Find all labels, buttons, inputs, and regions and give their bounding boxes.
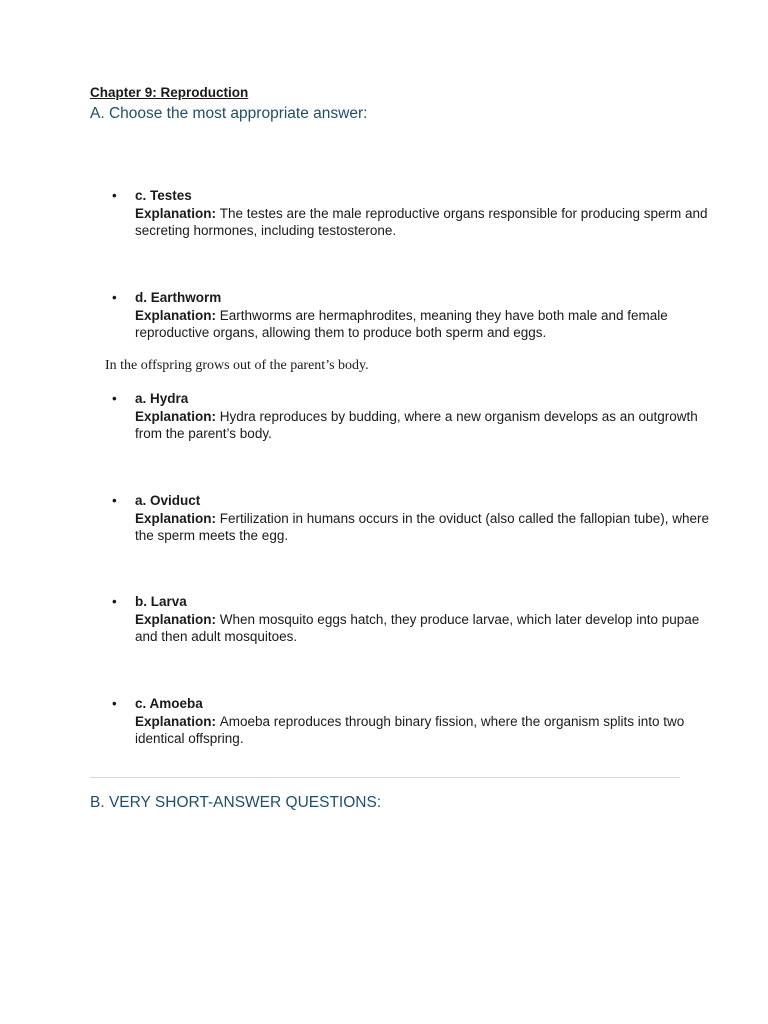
bullet-icon: • <box>112 594 117 609</box>
answer-item-2 <box>90 289 725 342</box>
explanation-label: Explanation: <box>135 510 220 526</box>
answer-label: b. Larva <box>135 594 187 609</box>
answer-item-6 <box>90 695 725 748</box>
explanation-label: Explanation: <box>135 408 220 424</box>
explanation-label: Explanation: <box>135 611 220 627</box>
answer-label: a. Hydra <box>135 391 189 406</box>
explanation-text: Amoeba reproduces through binary fission, where the organism splits into two identical offspring. <box>135 713 685 746</box>
bullet-icon: • <box>112 391 117 406</box>
answer-item-1 <box>90 187 725 240</box>
explanation-text: When mosquito eggs hatch, they produce larvae, which later develop into pupae and then adult mosquitoes. <box>135 611 700 644</box>
answer-item-5 <box>90 593 725 646</box>
question-fragment-item <box>90 357 680 375</box>
bullet-icon: • <box>112 290 117 305</box>
explanation-text: Hydra reproduces by budding, where a new organism develops as an outgrowth from the parent’s body. <box>135 408 698 441</box>
answer-item-4 <box>90 492 725 545</box>
explanation-label: Explanation: <box>135 713 220 729</box>
chapter-title: Chapter 9: Reproduction <box>90 85 249 100</box>
bullet-icon: • <box>112 696 117 711</box>
bullet-icon: • <box>112 188 117 203</box>
answer-label: c. Testes <box>135 188 192 203</box>
answer-label: d. Earthworm <box>135 290 222 305</box>
question-fragment: In the offspring grows out of the parent’s body. <box>105 358 369 373</box>
section-b-heading: B. VERY SHORT-ANSWER QUESTIONS: <box>90 794 382 811</box>
answer-label: a. Oviduct <box>135 493 201 508</box>
explanation-text: Earthworms are hermaphrodites, meaning they have both male and female reproductive organs, allowing them to produce both sperm and eggs. <box>135 307 668 340</box>
section-divider <box>90 777 680 778</box>
explanation-text: Fertilization in humans occurs in the oviduct (also called the fallopian tube), where the sperm meets the egg. <box>135 510 710 543</box>
bullet-icon: • <box>112 493 117 508</box>
answer-label: c. Amoeba <box>135 696 203 711</box>
answer-item-3 <box>90 390 725 443</box>
explanation-label: Explanation: <box>135 307 220 323</box>
explanation-text: The testes are the male reproductive organs responsible for producing sperm and secreting hormones, including testosterone. <box>135 205 708 238</box>
section-a-heading: A. Choose the most appropriate answer: <box>90 105 368 122</box>
explanation-label: Explanation: <box>135 205 220 221</box>
